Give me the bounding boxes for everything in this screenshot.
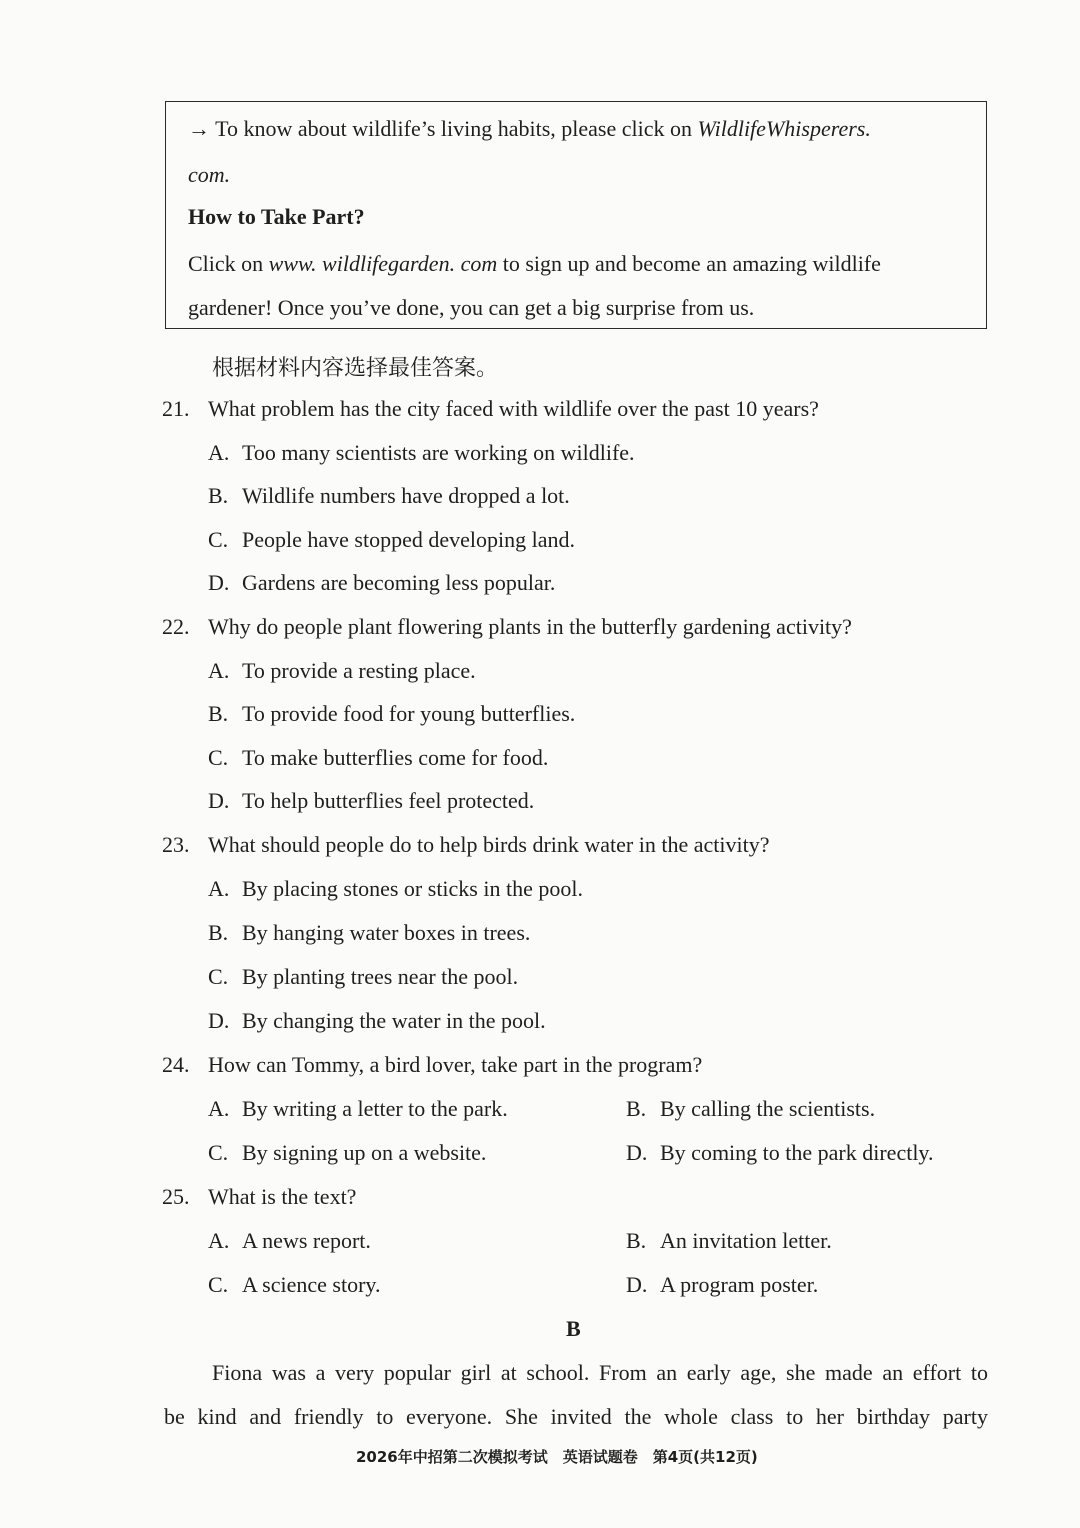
option-text: By placing stones or sticks in the pool. — [242, 876, 583, 901]
option-23-d[interactable] — [208, 1008, 546, 1034]
section-b-heading: B — [566, 1316, 581, 1341]
option-22-c[interactable] — [208, 745, 548, 771]
option-letter: A. — [208, 876, 230, 901]
question-number: 24. — [162, 1052, 190, 1077]
option-text: By changing the water in the pool. — [242, 1008, 546, 1033]
box-line-1 — [188, 116, 871, 142]
option-text: By planting trees near the pool. — [242, 964, 519, 989]
question-22 — [162, 614, 852, 640]
box-link-wildlifegarden[interactable]: www. wildlifegarden. com — [268, 251, 498, 276]
question-23 — [162, 832, 769, 858]
arrow-icon: → — [188, 116, 210, 141]
option-25-b[interactable] — [626, 1228, 832, 1254]
option-24-a[interactable] — [208, 1096, 508, 1122]
question-24 — [162, 1052, 702, 1078]
option-24-c[interactable] — [208, 1140, 486, 1166]
option-letter: A. — [208, 1096, 230, 1121]
option-24-d[interactable] — [626, 1140, 934, 1166]
option-text: By hanging water boxes in trees. — [242, 920, 531, 945]
option-text: To make butterflies come for food. — [242, 745, 549, 770]
option-letter: B. — [208, 701, 229, 726]
option-text: To help butterflies feel protected. — [242, 788, 535, 813]
option-text: By coming to the park directly. — [660, 1140, 934, 1165]
option-text: Wildlife numbers have dropped a lot. — [242, 483, 570, 508]
option-letter: D. — [208, 570, 230, 595]
question-text: What problem has the city faced with wildlife over the past 10 years? — [208, 396, 819, 421]
option-text: To provide food for young butterflies. — [242, 701, 576, 726]
option-letter: D. — [208, 788, 230, 813]
option-letter: B. — [208, 483, 229, 508]
box-line-1-text: To know about wildlife’s living habits, please click on — [215, 116, 692, 141]
box-paragraph-start: Click on — [188, 251, 264, 276]
question-number: 21. — [162, 396, 190, 421]
option-letter: B. — [208, 920, 229, 945]
option-text: A news report. — [242, 1228, 371, 1253]
option-21-d[interactable] — [208, 570, 555, 596]
option-letter: D. — [208, 1008, 230, 1033]
option-text: By writing a letter to the park. — [242, 1096, 508, 1121]
option-letter: A. — [208, 1228, 230, 1253]
section-b-line-1: Fiona was a very popular girl at school. From an early age, she made an effort to — [212, 1360, 988, 1385]
option-24-b[interactable] — [626, 1096, 875, 1122]
option-text: By signing up on a website. — [242, 1140, 487, 1165]
option-text: Gardens are becoming less popular. — [242, 570, 556, 595]
instruction: 根据材料内容选择最佳答案。 — [212, 356, 499, 381]
question-text: Why do people plant flowering plants in the butterfly gardening activity? — [208, 614, 852, 639]
option-text: An invitation letter. — [660, 1228, 832, 1253]
box-line-2[interactable]: com. — [188, 162, 231, 187]
option-letter: C. — [208, 1272, 229, 1297]
option-21-b[interactable] — [208, 483, 570, 509]
option-25-c[interactable] — [208, 1272, 380, 1298]
option-21-c[interactable] — [208, 527, 575, 553]
option-letter: D. — [626, 1272, 648, 1297]
option-text: To provide a resting place. — [242, 658, 476, 683]
question-21 — [162, 396, 819, 422]
question-number: 25. — [162, 1184, 190, 1209]
option-22-a[interactable] — [208, 658, 476, 684]
option-letter: A. — [208, 440, 230, 465]
option-letter: C. — [208, 1140, 229, 1165]
box-heading: How to Take Part? — [188, 204, 365, 229]
box-paragraph-line-2: gardener! Once you’ve done, you can get a big surprise from us. — [188, 295, 755, 320]
question-number: 22. — [162, 614, 190, 639]
option-letter: C. — [208, 745, 229, 770]
question-25 — [162, 1184, 356, 1210]
option-23-b[interactable] — [208, 920, 530, 946]
box-paragraph-rest: to sign up and become an amazing wildlife — [502, 251, 881, 276]
option-25-d[interactable] — [626, 1272, 818, 1298]
option-22-b[interactable] — [208, 701, 575, 727]
option-letter: B. — [626, 1096, 647, 1121]
box-paragraph-line-1 — [188, 251, 881, 277]
option-letter: C. — [208, 964, 229, 989]
option-text: By calling the scientists. — [660, 1096, 876, 1121]
option-22-d[interactable] — [208, 788, 534, 814]
option-23-c[interactable] — [208, 964, 518, 990]
question-text: What is the text? — [208, 1184, 357, 1209]
box-link-wildlifewhisperers[interactable]: WildlifeWhisperers. — [697, 116, 871, 141]
option-letter: B. — [626, 1228, 647, 1253]
option-text: A program poster. — [660, 1272, 819, 1297]
question-number: 23. — [162, 832, 190, 857]
option-letter: A. — [208, 658, 230, 683]
section-b-line-2: be kind and friendly to everyone. She invited the whole class to her birthday party — [164, 1404, 988, 1429]
question-text: What should people do to help birds drink water in the activity? — [208, 832, 770, 857]
option-letter: D. — [626, 1140, 648, 1165]
option-text: A science story. — [242, 1272, 381, 1297]
option-text: Too many scientists are working on wildlife. — [242, 440, 635, 465]
question-text: How can Tommy, a bird lover, take part in the program? — [208, 1052, 703, 1077]
option-25-a[interactable] — [208, 1228, 371, 1254]
option-23-a[interactable] — [208, 876, 583, 902]
page-footer: 2026年中招第二次模拟考试 英语试题卷 第4页(共12页) — [356, 1448, 758, 1466]
option-21-a[interactable] — [208, 440, 635, 466]
option-letter: C. — [208, 527, 229, 552]
option-text: People have stopped developing land. — [242, 527, 575, 552]
